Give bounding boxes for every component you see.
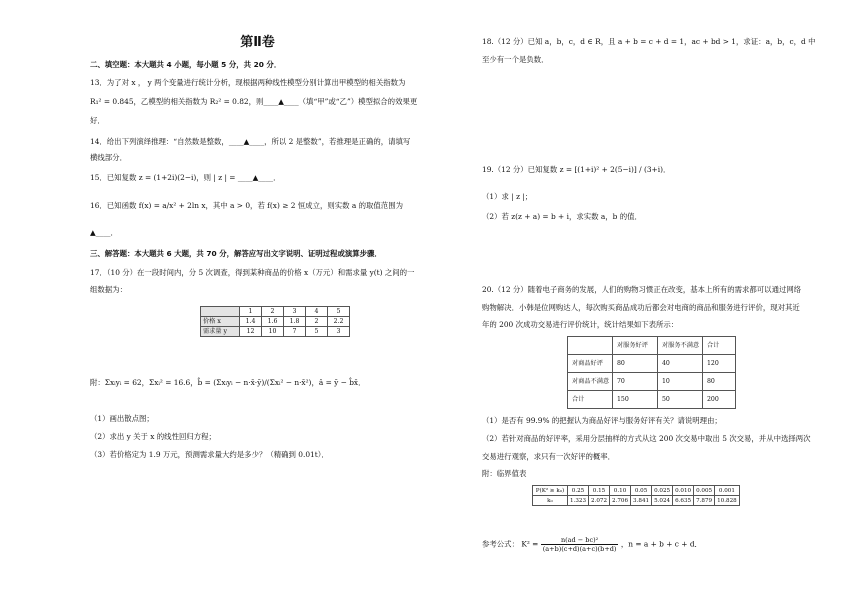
q20-sub2: （2）若针对商品的好评率，采用分层抽样的方式从这 200 次交易中取出 5 次交易，并从中选择两次 bbox=[482, 434, 811, 443]
q13-line1: 13．为了对 x ， y 两个变量进行统计分析，现根据两种线性模型分别计算出甲模型的相关指数为 bbox=[90, 78, 406, 87]
formula-label: 参考公式： bbox=[482, 539, 519, 549]
q20-critical-value-label: 附：临界值表 bbox=[482, 469, 527, 478]
paper-title: 第Ⅱ卷 bbox=[240, 35, 275, 50]
price-demand-table bbox=[200, 306, 350, 337]
q19-line: 19.（12 分）已知复数 z = [(1+i)² + 2(5−i)] / (3+i)． bbox=[482, 165, 671, 174]
table-row: 需求量 y 12 10 7 5 3 bbox=[201, 327, 350, 337]
formula-k: K² = bbox=[521, 539, 539, 549]
q17-sub2: （2）求出 y 关于 x 的线性回归方程； bbox=[90, 432, 216, 441]
q17-sub3: （3）若价格定为 1.9 万元，预测需求量大约是多少？（精确到 0.01t）． bbox=[90, 450, 329, 459]
table-row: 对商品不满意 70 10 80 bbox=[568, 373, 736, 391]
q20-line1: 20.（12 分）随着电子商务的发展，人们的购物习惯正在改变，基本上所有的需求都可以通过网络 bbox=[482, 285, 802, 294]
table-row: P(K² ≥ k₀) 0.25 0.15 0.10 0.05 0.025 0.010 0.005 0.001 bbox=[533, 486, 740, 496]
q17-hint-formulas: 附：Σxᵢyᵢ = 62，Σxᵢ² = 16.6，b̂ = (Σxᵢyᵢ − n·x̄·ȳ)/(Σxᵢ² − n·x̄²)，â = ȳ − b̂x̄． bbox=[90, 378, 366, 387]
q20-sub3: 交易进行观察，求只有一次好评的概率． bbox=[482, 452, 616, 461]
q14-line2: 横线部分． bbox=[90, 153, 127, 162]
table-row: 合计 150 50 200 bbox=[568, 391, 736, 409]
q19-sub1: （1）求 | z |； bbox=[482, 192, 533, 201]
table-row: 价格 x 1.4 1.6 1.8 2 2.2 bbox=[201, 317, 350, 327]
q13-line3: 好． bbox=[90, 116, 105, 125]
q18-line1: 18.（12 分）已知 a，b，c，d ∈ R，且 a + b = c + d = 1，ac + bd > 1，求证：a，b，c，d 中 bbox=[482, 37, 816, 46]
q17-line1: 17．（10 分）在一段时间内，分 5 次调查，得到某种商品的价格 x（万元）和需求量 y(t) 之间的一 bbox=[90, 268, 415, 277]
q16-line2: ▲____． bbox=[90, 228, 118, 237]
q16-line1: 16．已知函数 f(x) = a/x² + 2ln x，其中 a > 0，若 f(x) ≥ 2 恒成立，则实数 a 的取值范围为 bbox=[90, 201, 403, 210]
fraction-denominator: (a+b)(c+d)(a+c)(b+d) bbox=[542, 545, 617, 553]
table-row: k₀ 1.323 2.072 2.706 3.841 5.024 6.635 7.879 10.828 bbox=[533, 496, 740, 506]
q13-line2: R₁² = 0.845，乙模型的相关指数为 R₂² = 0.82，则____▲____（填“甲”或“乙”）模型拟合的效果更 bbox=[90, 97, 418, 106]
q15-line: 15．已知复数 z = (1+2i)(2−i)，则 | z | = ____▲____． bbox=[90, 173, 281, 182]
q18-line2: 至少有一个是负数． bbox=[482, 55, 549, 64]
fraction-numerator: n(ad − bc)² bbox=[541, 536, 619, 545]
q20-line2: 购物解决．小韩是位网购达人，每次购买商品成功后都会对电商的商品和服务进行评价，现对其近 bbox=[482, 303, 800, 312]
review-contingency-table bbox=[567, 336, 736, 409]
critical-value-table bbox=[532, 485, 740, 506]
table-row: 对服务好评 对服务不满意 合计 bbox=[568, 337, 736, 355]
section-fill-in-heading: 二、填空题：本大题共 4 小题，每小题 5 分，共 20 分． bbox=[90, 60, 282, 69]
q20-line3: 年的 200 次成功交易进行评价统计，统计结果如下表所示： bbox=[482, 320, 679, 329]
formula-n-definition: ，n = a + b + c + d． bbox=[620, 539, 702, 549]
table-row: 1 2 3 4 5 bbox=[201, 307, 350, 317]
section-answer-heading: 三、解答题：本大题共 6 大题，共 70 分，解答应写出文字说明、证明过程或演算步骤． bbox=[90, 249, 382, 258]
reference-formula bbox=[482, 536, 702, 553]
q20-sub1: （1）是否有 99.9% 的把握认为商品好评与服务好评有关？请说明理由； bbox=[482, 416, 722, 425]
table-row: 对商品好评 80 40 120 bbox=[568, 355, 736, 373]
chi-square-fraction bbox=[541, 536, 619, 553]
q17-line2: 组数据为： bbox=[90, 285, 127, 294]
q14-line1: 14．给出下列演绎推理：“自然数是整数，____▲____，所以 2 是整数”，若推理是正确的，请填写 bbox=[90, 137, 411, 146]
q19-sub2: （2）若 z(z + a) = b + i，求实数 a，b 的值． bbox=[482, 212, 642, 221]
q17-sub1: （1）画出散点图； bbox=[90, 414, 154, 423]
